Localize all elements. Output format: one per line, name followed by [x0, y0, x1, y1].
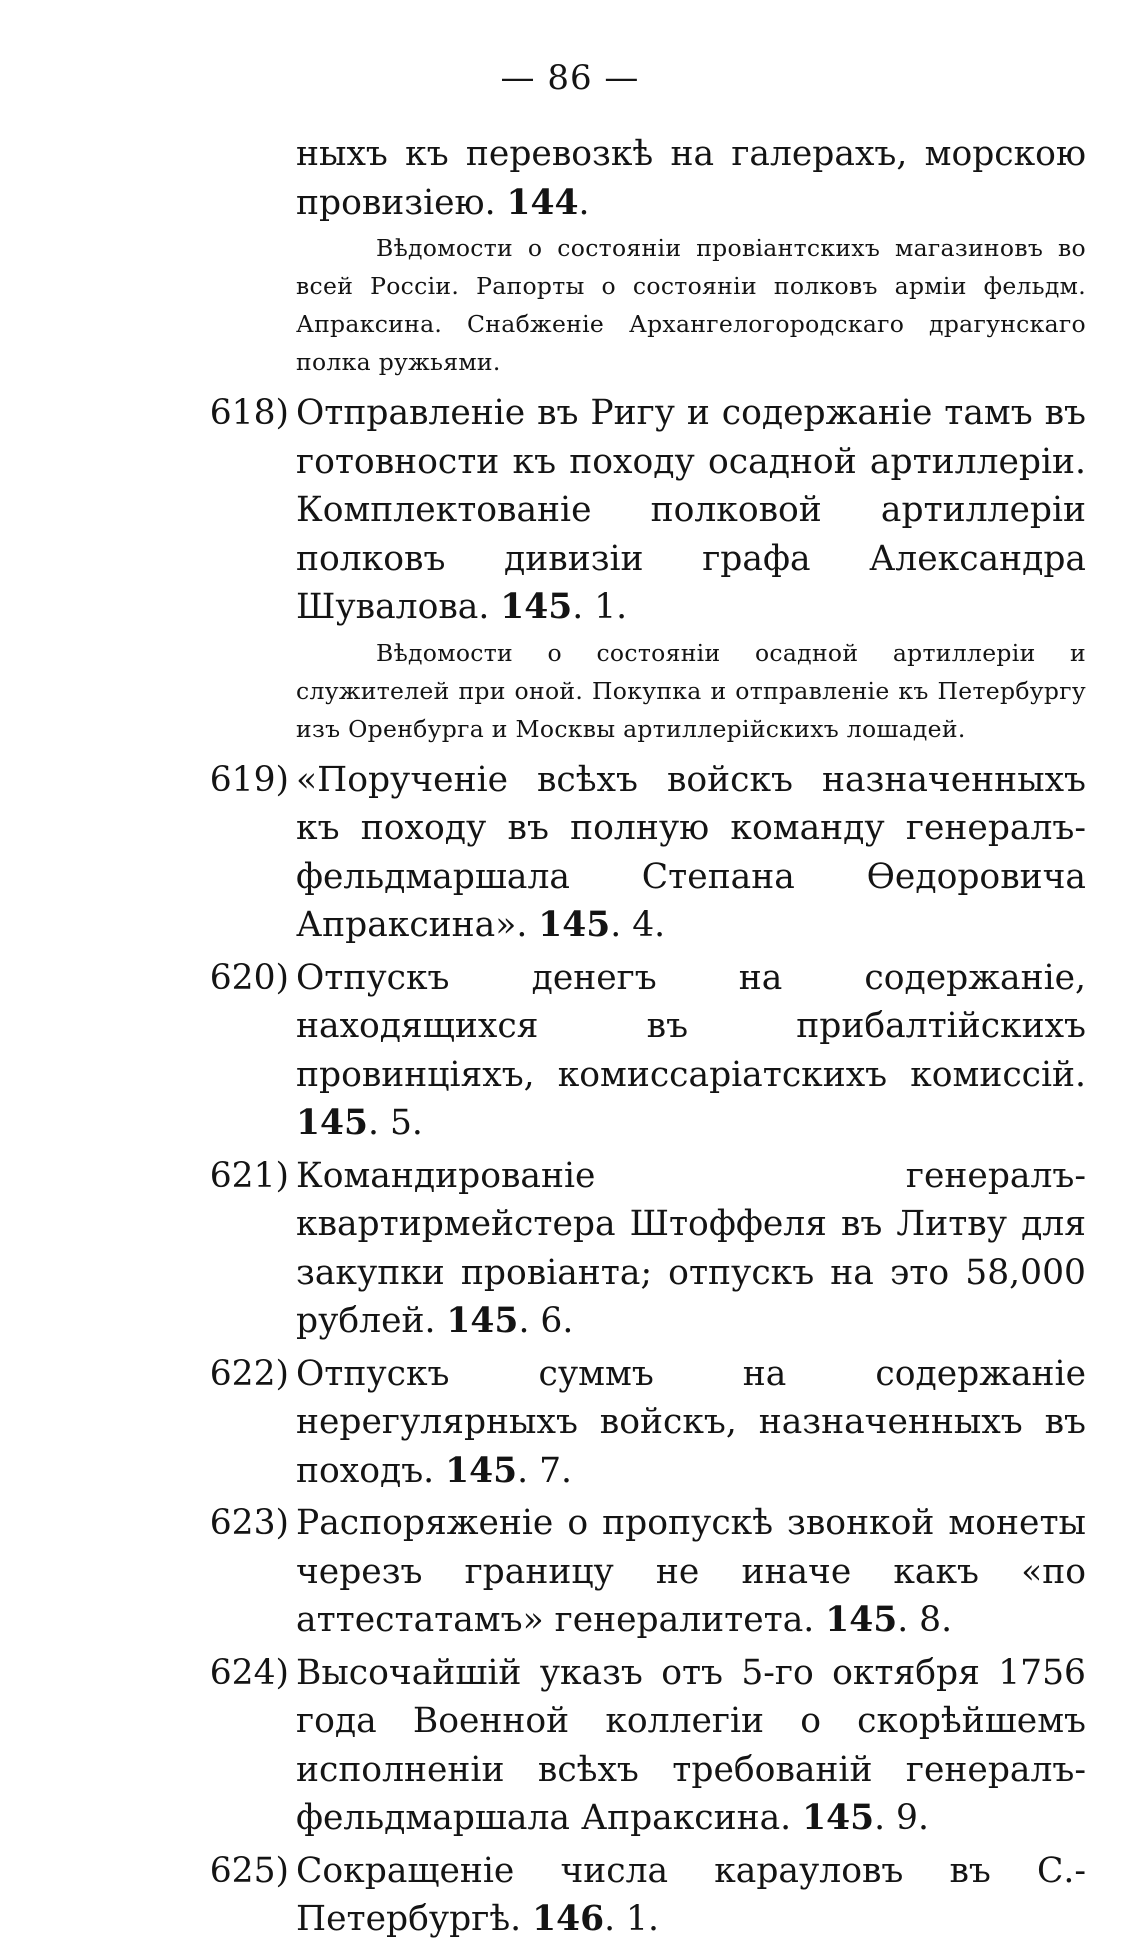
- continuation-text: ныхъ къ перевозкѣ на галерахъ, морскою провизiею.: [296, 134, 1086, 223]
- entry-text: Высочайшiй указъ отъ 5-го октября 1756 года Военной коллегiи о скорѣйшемъ исполненiи всѣхъ требованiй генералъ-фельдмаршала Апраксина.: [296, 1652, 1086, 1838]
- entry-ref: 145: [538, 905, 611, 945]
- entry-ref: 146: [532, 1899, 605, 1939]
- entry-number: 622): [209, 1353, 289, 1394]
- entry-text: Отправленiе въ Ригу и содержанiе тамъ въ готовности къ походу осадной артиллерiи. Комплектованiе полковой артиллерiи полковъ дивизiи графа Александра Шувалова.: [296, 393, 1086, 627]
- entry-text: Отпускъ суммъ на содержанiе нерегулярныхъ войскъ, назначенныхъ въ походъ.: [296, 1353, 1086, 1491]
- entry-number: 621): [209, 1155, 289, 1196]
- entry-text: Командированiе генералъ-квартирмейстера Штоффеля въ Литву для закупки провiанта; отпускъ на это 58,000 рублей.: [296, 1155, 1086, 1341]
- entry-number: 624): [209, 1652, 289, 1693]
- entry-621: [209, 1152, 1086, 1346]
- entry-ref: 145: [802, 1798, 875, 1838]
- entry-text: Отпускъ денегъ на содержанiе, находящихся въ прибалтiйскихъ провинцiяхъ, комиссарiатскихъ комиссiй.: [296, 957, 1086, 1095]
- entry-number: 618): [209, 393, 289, 433]
- entry-ref-tail: . 5.: [368, 1103, 423, 1143]
- page-body: [209, 130, 1086, 1944]
- continuation-paragraph: [296, 130, 1086, 227]
- entry-619: [209, 756, 1086, 950]
- page-number: — 86 —: [500, 58, 640, 98]
- continuation-ref: 144: [506, 182, 579, 223]
- entry-ref: 145: [296, 1103, 369, 1143]
- entry-number: 625): [209, 1850, 289, 1891]
- entry-ref-tail: . 1.: [604, 1899, 659, 1939]
- entry-624: [209, 1649, 1086, 1843]
- entry-622: [209, 1350, 1086, 1496]
- entry-ref-tail: . 9.: [874, 1798, 929, 1838]
- continuation-note: Вѣдомости о состоянiи провiантскихъ магазиновъ во всей Россiи. Рапорты о состоянiи полковъ армiи фельдм. Апраксина. Снабженiе Архангелогородскаго драгунскаго полка ружьями.: [296, 234, 1086, 376]
- entry-text: Распоряженiе о пропускѣ звонкой монеты черезъ границу не иначе какъ «по аттестатамъ» генералитета.: [296, 1503, 1086, 1640]
- entry-text: «Порученiе всѣхъ войскъ назначенныхъ къ походу въ полную команду генералъ-фельдмаршала Степана Өедоровича Апраксина».: [296, 759, 1086, 945]
- entry-625: [209, 1847, 1086, 1944]
- entry-ref: 145: [446, 1301, 519, 1341]
- entry-ref: 145: [825, 1600, 898, 1640]
- entry-ref-tail: . 4.: [610, 905, 666, 945]
- entry-number: 620): [209, 957, 289, 998]
- entry-ref-tail: . 8.: [897, 1600, 953, 1640]
- entry-ref: 145: [500, 587, 573, 627]
- entry-ref-tail: . 7.: [517, 1450, 572, 1491]
- entry-618: [209, 389, 1086, 632]
- continuation-ref-tail: .: [578, 182, 590, 223]
- entry-620: [209, 954, 1086, 1148]
- entry-623: [209, 1499, 1086, 1645]
- entry-number: 619): [209, 759, 289, 800]
- entry-ref-tail: . 6.: [518, 1301, 574, 1341]
- entry-618-note: Вѣдомости о состоянiи осадной артиллерiи и служителей при оной. Покупка и отправленiе къ Петербургу изъ Оренбурга и Москвы артиллерiйскихъ лошадей.: [296, 638, 1086, 743]
- entry-text: Сокращенiе числа карауловъ въ С.-Петербургѣ.: [296, 1850, 1086, 1939]
- entry-number: 623): [209, 1503, 289, 1543]
- entry-ref: 145: [445, 1450, 518, 1491]
- entry-ref-tail: . 1.: [572, 587, 628, 627]
